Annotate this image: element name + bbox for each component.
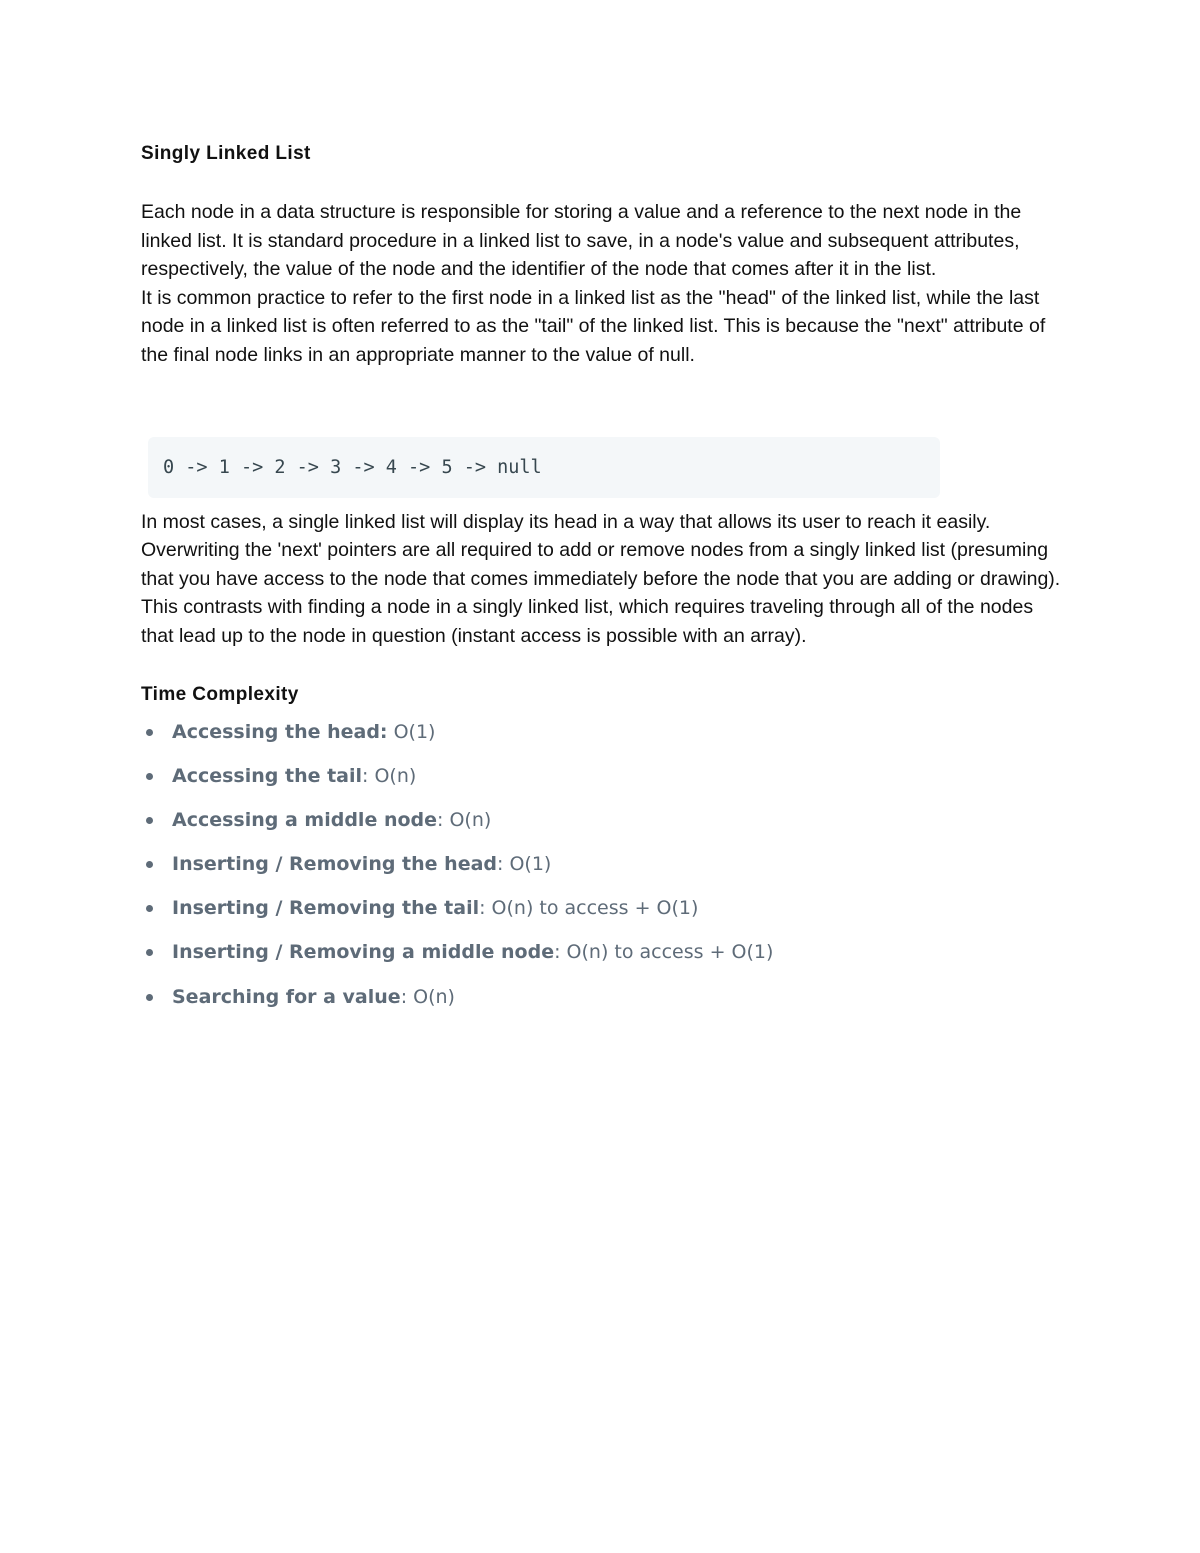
- complexity-label: Accessing the tail: [172, 764, 363, 787]
- complexity-value: : O(n) to access + O(1): [479, 897, 699, 920]
- bullet-icon: [146, 773, 153, 780]
- paragraph-access-insertion: In most cases, a single linked list will display its head in a way that allows its user to reach it easily. Overwriting the 'next' pointers are all required to add or remove nodes from a singly linked list (presuming that you have access to the node that comes immediately before the node that you are adding or drawing). This contrasts with finding a node in a singly linked list, which requires traveling through all of the nodes that lead up to the node in question (instant access is possible with an array).: [141, 510, 1061, 647]
- paragraph-node-definition: Each node in a data structure is responsible for storing a value and a reference to the next node in the linked list. It is standard procedure in a linked list to save, in a node's value and subsequent attributes, respectively, the value of the node and the identifier of the node that comes after it in the list.: [141, 201, 1022, 281]
- list-item: [141, 849, 1066, 893]
- complexity-label: Accessing the head:: [172, 720, 388, 743]
- paragraph-head-tail: It is common practice to refer to the first node in a linked list as the "head" of the linked list, while the last node in a linked list is often referred to as the "tail" of the linked list. This is because the "next" attribute of the final node links in an appropriate manner to the value of null.: [141, 286, 1046, 366]
- bullet-icon: [146, 817, 153, 824]
- bullet-icon: [146, 861, 153, 868]
- list-item: [141, 805, 1066, 849]
- complexity-value: : O(n): [400, 985, 455, 1008]
- section-heading-time-complexity: Time Complexity: [141, 683, 299, 705]
- list-item: [141, 893, 1066, 937]
- complexity-label: Inserting / Removing the tail: [172, 897, 480, 920]
- list-item: [141, 982, 1066, 1026]
- complexity-label: Accessing a middle node: [172, 808, 438, 831]
- time-complexity-list: [141, 717, 1066, 1026]
- document-page: [141, 140, 1066, 1026]
- complexity-label: Inserting / Removing a middle node: [172, 941, 555, 964]
- list-item: [141, 717, 1066, 761]
- complexity-label: Inserting / Removing the head: [172, 853, 498, 876]
- complexity-value: : O(1): [497, 853, 552, 876]
- bullet-icon: [146, 729, 153, 736]
- section-heading-singly-linked-list: Singly Linked List: [141, 143, 311, 164]
- complexity-label: Searching for a value: [172, 985, 401, 1008]
- bullet-icon: [146, 949, 153, 956]
- complexity-value: : O(n) to access + O(1): [554, 941, 774, 964]
- bullet-icon: [146, 905, 153, 912]
- complexity-value: : O(n): [437, 808, 492, 831]
- complexity-value: O(1): [387, 720, 436, 743]
- complexity-value: : O(n): [362, 764, 417, 787]
- list-item: [141, 937, 1066, 981]
- code-block-linked-list-example: [148, 437, 940, 498]
- code-text: 0 -> 1 -> 2 -> 3 -> 4 -> 5 -> null: [163, 456, 542, 478]
- list-item: [141, 761, 1066, 805]
- bullet-icon: [146, 994, 153, 1001]
